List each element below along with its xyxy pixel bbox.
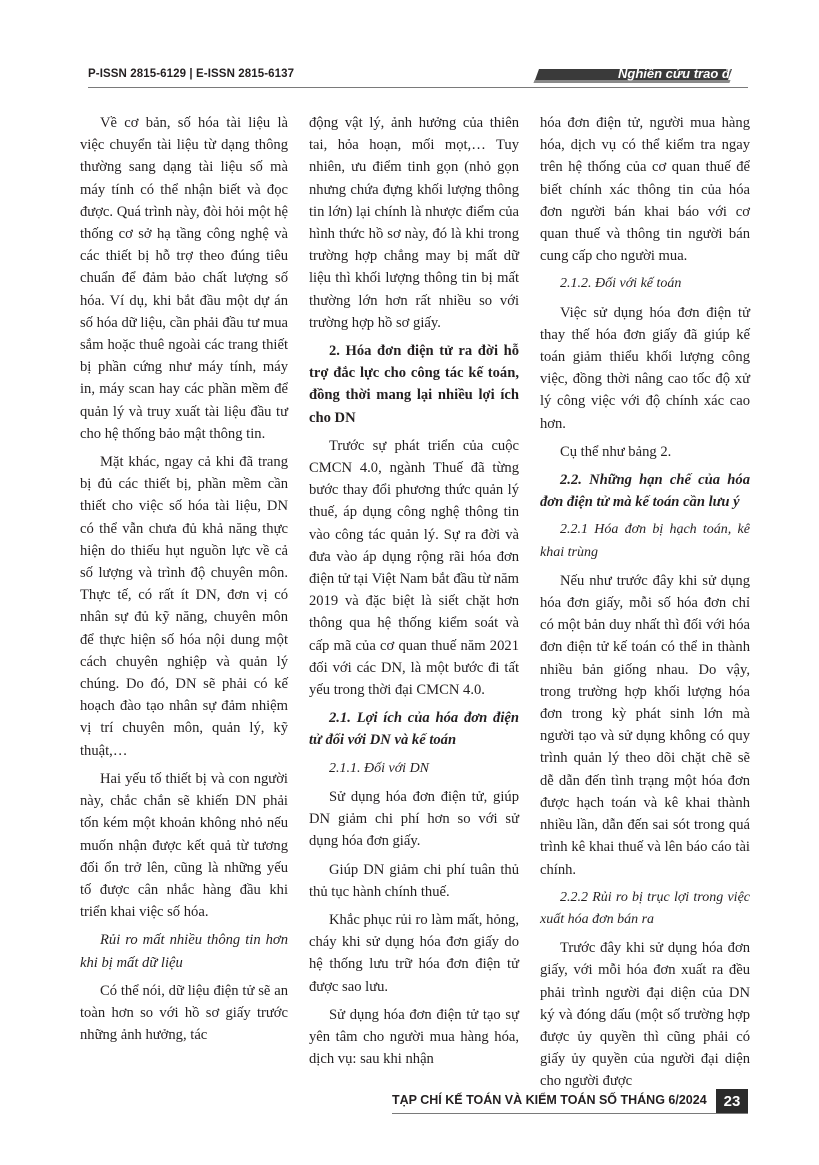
paragraph: Trước sự phát triển của cuộc CMCN 4.0, ngành Thuế đã từng bước thay đổi phương thức quản lý thuế, áp dụng công nghệ thông tin vào công tác quản lý. Sự ra đời và đưa vào áp dụng rộng rãi hóa đơn điện tử tại Việt Nam bắt đầu từ năm 2019 và đặc biệt là siết chặt hơn thông qua hệ thống kiểm soát và cấp mã của cơ quan thuế năm 2021 đối với các DN, là một bước đi tất yếu trong thời đại CMCN 4.0. <box>309 437 519 699</box>
page-number: 23 <box>716 1089 748 1113</box>
column-1 <box>80 112 288 1052</box>
paragraph: Cụ thể như bảng 2. <box>560 443 672 460</box>
paragraph: Hai yếu tố thiết bị và con người này, chắc chắn sẽ khiến DN phải tốn kém một khoản không nhỏ nếu muốn nhận được kết quả từ tương đối ổn trở lên, cũng là những yếu tố được cân nhắc hàng đầu khi triển khai việc số hóa. <box>80 770 288 921</box>
subsection-heading: 2.2. Những hạn chế của hóa đơn điện tử mà kế toán cần lưu ý <box>540 472 750 511</box>
paragraph: hóa đơn điện tử, người mua hàng hóa, dịch vụ có thể kiểm tra ngay trên hệ thống của cơ quan thuế để biết chính xác thông tin của hóa đơn người bán khai báo với cơ quan thuế và thông tin người bán cung cấp cho người mua. <box>540 115 750 265</box>
section-heading: 2. Hóa đơn điện tử ra đời hỗ trợ đắc lực cho công tác kế toán, đồng thời mang lại nhiều lợi ích cho DN <box>309 343 519 426</box>
paragraph: Sử dụng hóa đơn điện tử tạo sự yên tâm cho người mua hàng hóa, dịch vụ: sau khi nhận <box>309 1006 519 1068</box>
subsection-heading: 2.1. Lợi ích của hóa đơn điện tử đối với DN và kế toán <box>309 710 519 749</box>
subsubsection-heading: 2.2.2 Rủi ro bị trục lợi trong việc xuất hóa đơn bán ra <box>540 889 750 927</box>
issn-line: P-ISSN 2815-6129 | E-ISSN 2815-6137 <box>88 68 295 80</box>
subsubsection-heading: 2.1.2. Đối với kế toán <box>560 276 682 292</box>
paragraph: Giúp DN giảm chi phí tuân thủ thủ tục hành chính thuế. <box>309 861 519 900</box>
subsubsection-heading: 2.1.1. Đối với DN <box>329 760 430 776</box>
paragraph: Việc sử dụng hóa đơn điện tử thay thế hóa đơn giấy đã giúp kế toán giảm thiểu khối lượng công việc, đồng thời nâng cao tốc độ xử lý công việc với độ chính xác cao hơn. <box>540 304 750 432</box>
section-title: Nghiên cứu trao đổi <box>618 66 742 81</box>
footer-rule <box>392 1113 748 1114</box>
paragraph: Sử dụng hóa đơn điện tử, giúp DN giảm chi phí hơn so với sử dụng hóa đơn giấy. <box>309 788 519 850</box>
paragraph: Mặt khác, ngay cả khi đã trang bị đủ các thiết bị, phần mềm cần thiết cho việc số hóa tài liệu, DN có thể vẫn chưa đủ khả năng thực hiện do thiếu hụt nguồn lực về cả số lượng và trình độ chuyên môn. Thực tế, có rất ít DN, đơn vị có nhân sự đủ kỹ năng, chuyên môn để thực hiện số hóa nội dung một cách chuyên nghiệp và quản lý chúng. Do đó, DN sẽ phải có kế hoạch đào tạo nhân sự đảm nhiệm vị trí chuyên môn, quản lý, kỹ thuật,… <box>80 454 288 759</box>
paragraph: Trước đây khi sử dụng hóa đơn giấy, với mỗi hóa đơn xuất ra đều phải trình người đại diện của DN ký và đóng dấu (một số trường hợp được ủy quyền thì cũng phải có giấy ủy quyền của người đại diện cho người được <box>540 940 750 1090</box>
paragraph: động vật lý, ảnh hưởng của thiên tai, hỏa hoạn, mối mọt,… Tuy nhiên, ưu điểm tinh gọn (nhỏ gọn nhưng chứa đựng khối lượng thông tin lớn) lại chính là nhược điểm của hình thức hồ sơ này, đó là khi trong trường hợp chẳng may bị mất dữ liệu thì khối lượng thông tin bị mất thường lớn hơn rất nhiều so với trường hợp hồ sơ giấy. <box>309 115 519 331</box>
header-rule <box>88 87 748 88</box>
paragraph: Khắc phục rủi ro làm mất, hỏng, cháy khi sử dụng hóa đơn giấy do hệ thống lưu trữ hóa đơn điện tử được sao lưu. <box>309 911 519 995</box>
paragraph: Nếu như trước đây khi sử dụng hóa đơn giấy, mỗi số hóa đơn chỉ có một bản duy nhất thì đối với hóa đơn điện tử kế toán có thể in thành nhiều bản giống nhau. Do vậy, trong trường hợp khối lượng hóa đơn trong kỳ phát sinh lớn mà người tạo và sử dụng không có quy trình quản lý theo dõi chặt chẽ sẽ dễ dẫn đến tình trạng một hóa đơn được hạch toán và kê khai thành nhiều lần, dẫn đến sai sót trong quá trình kê khai thuế và lên báo cáo tài chính. <box>540 572 750 878</box>
subsubsection-heading: 2.2.1 Hóa đơn bị hạch toán, kê khai trùng <box>540 522 750 560</box>
journal-footer: TẠP CHÍ KẾ TOÁN VÀ KIỂM TOÁN SỐ THÁNG 6/2024 <box>392 1093 707 1107</box>
column-3 <box>540 112 750 1099</box>
column-2 <box>309 112 519 1076</box>
subheading: Rủi ro mất nhiều thông tin hơn khi bị mất dữ liệu <box>80 932 288 971</box>
paragraph: Có thể nói, dữ liệu điện tử sẽ an toàn hơn so với hồ sơ giấy trước những ảnh hưởng, tác <box>80 982 288 1044</box>
paragraph: Về cơ bản, số hóa tài liệu là việc chuyển tài liệu từ dạng thông thường sang dạng tài liệu số mà máy tính có thể nhận biết và đọc được. Quá trình này, đòi hỏi một hệ thống cơ sở hạ tầng công nghệ và các thiết bị hỗ trợ theo đúng tiêu chuẩn để đảm bảo chất lượng số hóa. Ví dụ, khi bắt đầu một dự án số hóa dữ liệu, cần phải đầu tư mua sắm hoặc thuê ngoài các trang thiết bị phần cứng như máy tính, máy in, máy scan hay các phần mềm để quản lý và truy xuất tài liệu đầu tư cho hệ thống bảo mật thông tin. <box>80 115 289 442</box>
